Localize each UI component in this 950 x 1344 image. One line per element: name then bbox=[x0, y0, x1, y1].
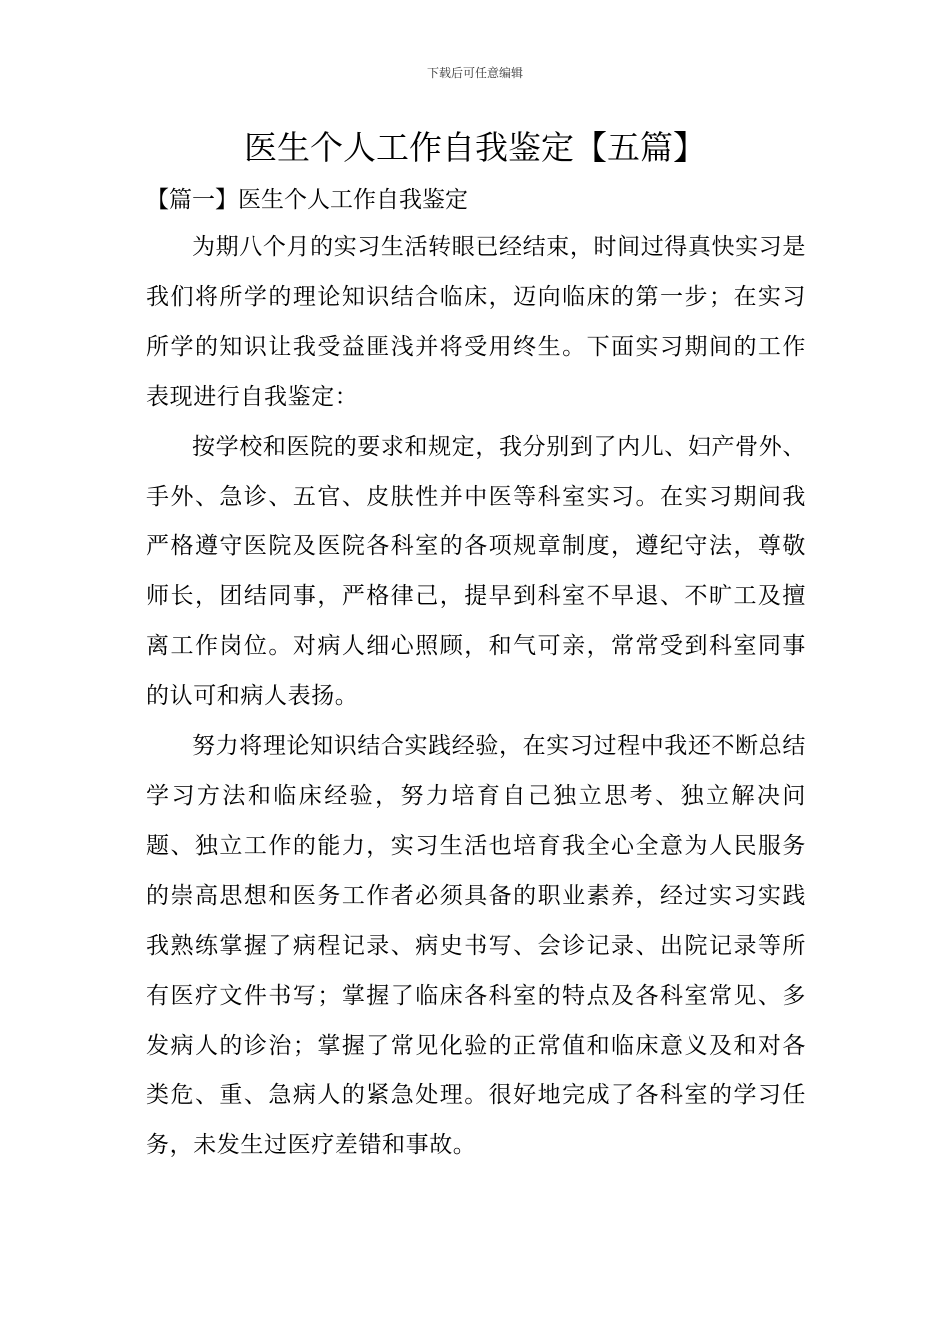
document-title: 医生个人工作自我鉴定【五篇】 bbox=[244, 128, 706, 167]
header-note: 下载后可任意编辑 bbox=[426, 66, 523, 80]
paragraph: 按学校和医院的要求和规定，我分别到了内儿、妇产骨外、手外、急诊、五官、皮肤性并中医等科室实习。在实习期间我严格遵守医院及医院各科室的各项规章制度，遵纪守法，尊敬师长，团结同事，严格律己，提早到科室不早退、不旷工及擅离工作岗位。对病人细心照顾，和气可亲，常常受到科室同事的认可和病人表扬。 bbox=[146, 433, 806, 710]
paragraph: 努力将理论知识结合实践经验，在实习过程中我还不断总结学习方法和临床经验，努力培育自己独立思考、独立解决问题、独立工作的能力，实习生活也培育我全心全意为人民服务的崇高思想和医务工作者必须具备的职业素养，经过实习实践我熟练掌握了病程记录、病史书写、会诊记录、出院记录等所有医疗文件书写；掌握了临床各科室的特点及各科室常见、多发病人的诊治；掌握了常见化验的正常值和临床意义及和对各类危、重、急病人的紧急处理。很好地完成了各科室的学习任务，未发生过医疗差错和事故。 bbox=[146, 733, 806, 1159]
body-text bbox=[146, 223, 806, 1171]
section-heading: 【篇一】医生个人工作自我鉴定 bbox=[146, 187, 468, 213]
paragraph: 为期八个月的实习生活转眼已经结束，时间过得真快实习是我们将所学的理论知识结合临床，迈向临床的第一步；在实习所学的知识让我受益匪浅并将受用终生。下面实习期间的工作表现进行自我鉴定： bbox=[146, 234, 806, 410]
